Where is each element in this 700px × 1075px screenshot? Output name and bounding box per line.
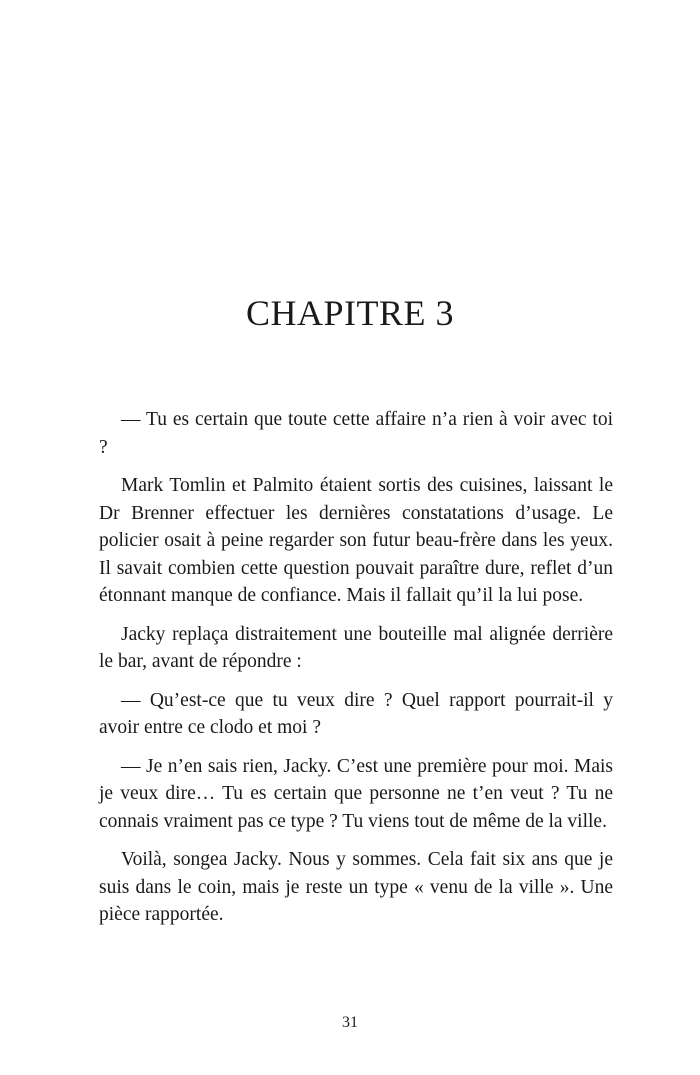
paragraph: Voilà, songea Jacky. Nous y sommes. Cela fait six ans que je suis dans le coin, mais je reste un type « venu de la ville ». Une pièce rapportée. xyxy=(99,849,613,925)
chapter-body xyxy=(99,406,613,940)
paragraph: Mark Tomlin et Palmito étaient sortis des cuisines, laissant le Dr Brenner effectuer les dernières constatations d’usage. Le policier osait à peine regarder son futur beau-frère dans les yeux. Il savait combien cette question pouvait paraître dure, reflet d’un étonnant manque de confiance. Mais il fallait qu’il la lui pose. xyxy=(99,475,613,606)
chapter-title: CHAPITRE 3 xyxy=(245,293,454,333)
page-number: 31 xyxy=(342,1014,358,1031)
paragraph: Jacky replaça distraitement une bouteille mal alignée derrière le bar, avant de répondre : xyxy=(99,623,613,672)
paragraph: — Je n’en sais rien, Jacky. C’est une première pour moi. Mais je veux dire… Tu es certain que personne ne t’en veut ? Tu ne connais vraiment pas ce type ? Tu viens tout de même de la ville. xyxy=(99,755,613,832)
paragraph: — Tu es certain que toute cette affaire n’a rien à voir avec toi ? xyxy=(99,409,613,458)
paragraph: — Qu’est-ce que tu veux dire ? Quel rapport pourrait-il y avoir entre ce clodo et moi ? xyxy=(99,689,613,738)
